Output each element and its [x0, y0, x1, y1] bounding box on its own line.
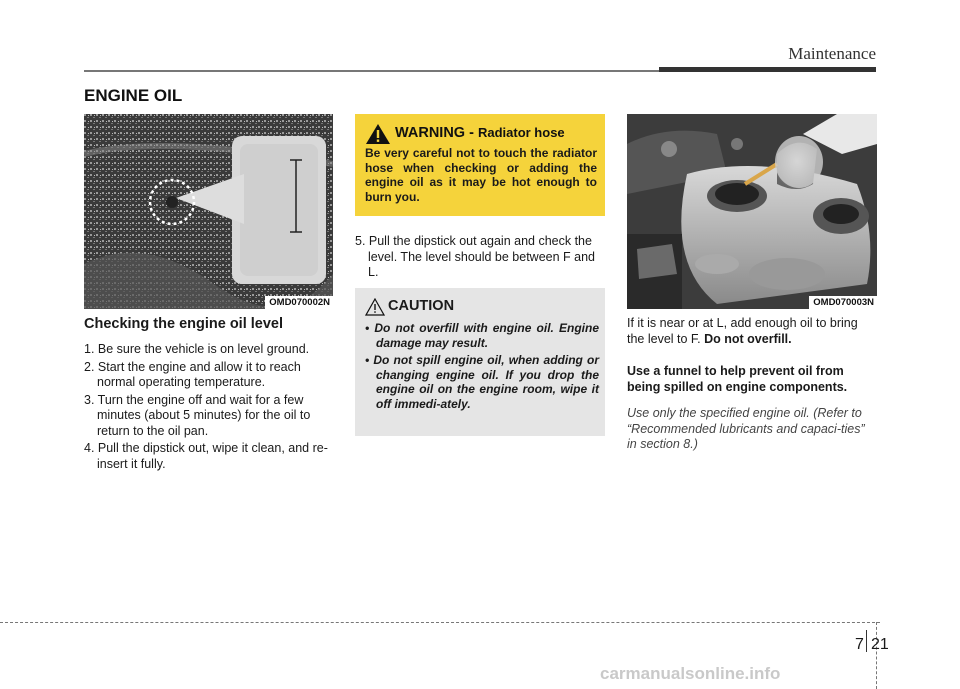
dipstick-photo — [84, 114, 333, 309]
warning-box — [355, 114, 605, 216]
caution-triangle-icon — [365, 298, 385, 316]
paragraph-text: If it is near or at L, add enough oil to bring the level to F. — [627, 316, 858, 346]
caution-title: CAUTION — [388, 298, 455, 314]
footer-vertical-rule — [876, 622, 877, 689]
image-caption: OMD070003N — [809, 296, 877, 309]
paragraph-funnel-note: Use a funnel to help prevent oil from being spilled on engine components. — [627, 364, 848, 394]
footer-rule — [0, 622, 880, 623]
step-item: 3. Turn the engine off and wait for a few minutes (about 5 minutes) for the oil to return to the oil pan. — [84, 392, 311, 438]
section-title: ENGINE OIL — [84, 86, 183, 105]
step-item: 2. Start the engine and allow it to reach normal operating temperature. — [84, 359, 301, 389]
page-number-separator — [866, 630, 867, 652]
step-item: 4. Pull the dipstick out, wipe it clean, and re-insert it fully. — [84, 441, 328, 471]
steps-list — [84, 342, 333, 474]
warning-label: WARNING - — [395, 125, 474, 141]
steps-list-continued — [355, 234, 605, 283]
step-item: 1. Be sure the vehicle is on level ground. — [84, 342, 310, 356]
warning-subtitle: Radiator hose — [477, 125, 565, 140]
warning-title — [395, 125, 565, 141]
caution-item: • Do not overfill with engine oil. Engine damage may result. — [365, 321, 599, 350]
step-item: 5. Pull the dipstick out again and check the level. The level should be between F and L. — [355, 234, 596, 279]
paragraph-level-note — [627, 316, 877, 347]
warning-triangle-icon — [365, 123, 391, 145]
paragraph-emphasis: Do not overfill. — [704, 331, 792, 346]
caution-item: • Do not spill engine oil, when adding or changing engine oil. If you drop the engine oil on the engine room, wipe it off immedi-ately. — [365, 353, 599, 411]
image-caption: OMD070002N — [265, 296, 333, 309]
header-rule-accent — [659, 67, 876, 72]
page-number: 21 — [871, 636, 889, 653]
caution-list — [365, 321, 599, 414]
paragraph-specified-oil: Use only the specified engine oil. (Refer to “Recommended lubricants and capaci-ties” in section 8.) — [627, 406, 865, 451]
caution-box — [355, 288, 605, 436]
watermark: carmanualsonline.info — [600, 664, 781, 683]
page-header-title: Maintenance — [788, 44, 876, 63]
subheading: Checking the engine oil level — [84, 316, 284, 332]
chapter-number: 7 — [855, 636, 864, 653]
warning-body: Be very careful not to touch the radiator hose when checking or adding the engine oil as it may be hot enough to burn you. — [365, 146, 597, 204]
oil-filling-photo — [627, 114, 877, 309]
